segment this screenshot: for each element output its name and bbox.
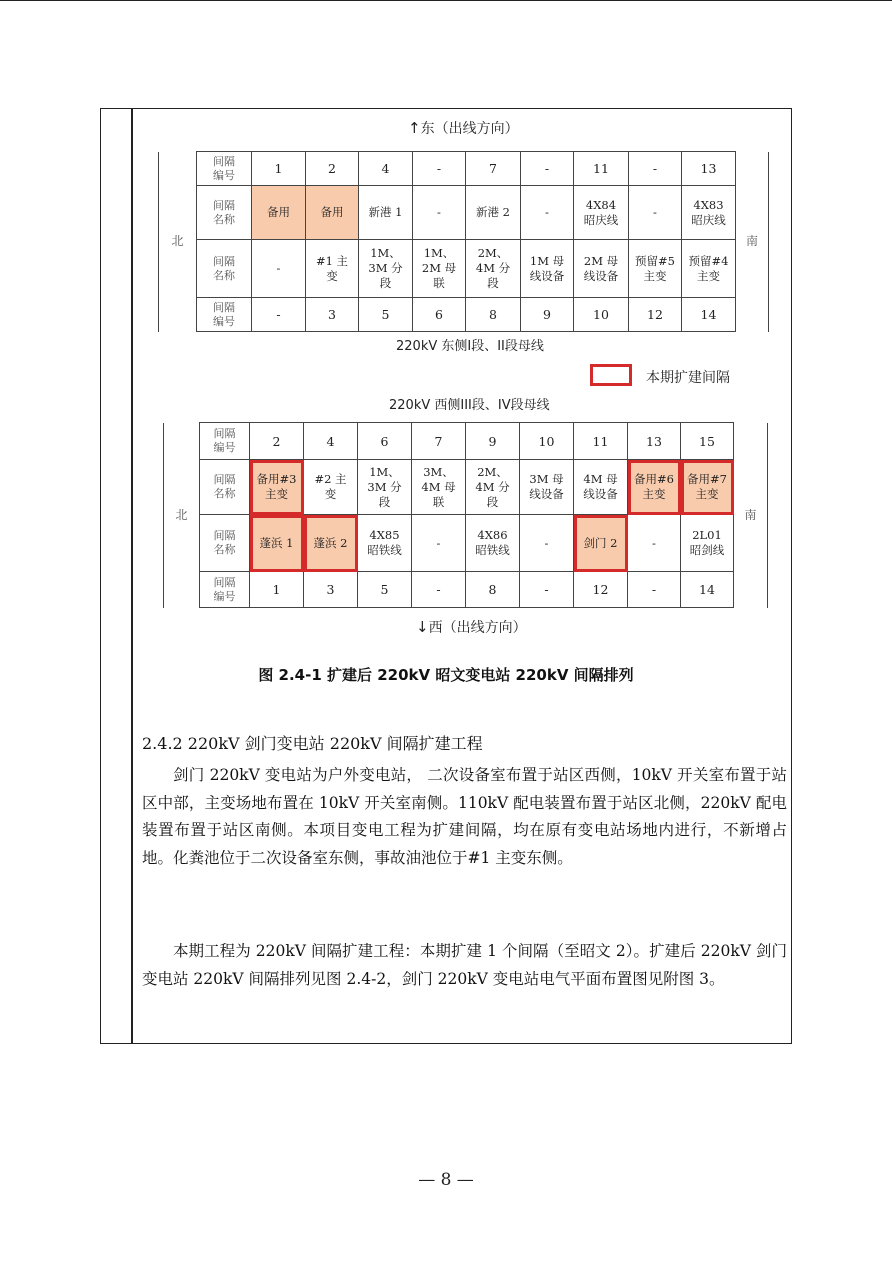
figure-caption: 图 2.4-1 扩建后 220kV 昭文变电站 220kV 间隔排列 (258, 666, 634, 684)
west-top-number-row (164, 423, 768, 460)
legend-swatch (590, 364, 632, 386)
bay-number-cell: 5 (359, 298, 413, 332)
bay-name-cell: 4X84 昭庆线 (574, 186, 629, 240)
bay-name-cell: 1M、 3M 分 段 (358, 460, 412, 515)
bay-number-cell: 15 (681, 423, 734, 460)
bay-number-cell: 7 (412, 423, 466, 460)
west-bus-title: 220kV 西侧III段、IV段母线 (389, 398, 550, 413)
section-heading: 2.4.2 220kV 剑门变电站 220kV 间隔扩建工程 (142, 734, 483, 753)
bay-number-cell: 12 (574, 572, 628, 608)
bay-name-cell: 备用 (252, 186, 306, 240)
bay-name-cell: 3M 母 线设备 (520, 460, 574, 515)
bay-number-cell: 4 (359, 152, 413, 186)
bay-name-cell: - (521, 186, 574, 240)
bay-name-cell: 预留#5 主变 (629, 240, 682, 298)
bay-number-cell: 9 (466, 423, 520, 460)
east-bus-title: 220kV 东侧I段、II段母线 (396, 339, 544, 354)
bay-number-cell: 14 (681, 572, 734, 608)
east-bottom-name-row (159, 240, 769, 298)
bay-number-cell: 4 (304, 423, 358, 460)
bay-number-cell: - (628, 572, 681, 608)
bay-number-cell: - (413, 152, 466, 186)
bay-number-cell: - (252, 298, 306, 332)
bay-number-cell: 5 (358, 572, 412, 608)
south-label: 南 (736, 152, 769, 332)
bay-number-cell: 11 (574, 423, 628, 460)
bay-name-cell: - (412, 515, 466, 572)
expansion-bay-cell: 蓬浜 1 (250, 515, 304, 572)
west-top-name-row (164, 460, 768, 515)
row-label-bay-name: 间隔 名称 (200, 460, 250, 515)
bay-number-cell: 8 (466, 572, 520, 608)
bay-name-cell: - (252, 240, 306, 298)
bay-name-cell: 4X85 昭铁线 (358, 515, 412, 572)
expansion-bay-cell: 蓬浜 2 (304, 515, 358, 572)
top-rule (0, 0, 892, 1)
bay-number-cell: - (629, 152, 682, 186)
bay-name-cell: 预留#4 主变 (682, 240, 736, 298)
bay-name-cell: 新港 2 (466, 186, 521, 240)
bay-name-cell: 2M、 4M 分 段 (466, 240, 521, 298)
bay-name-cell: #2 主 变 (304, 460, 358, 515)
bay-number-cell: 14 (682, 298, 736, 332)
south-label: 南 (734, 423, 768, 608)
bay-number-cell: 6 (413, 298, 466, 332)
row-label-bay-number: 间隔 编号 (197, 152, 252, 186)
bay-number-cell: 2 (250, 423, 304, 460)
bay-number-cell: 11 (574, 152, 629, 186)
bay-name-cell: 1M、 3M 分 段 (359, 240, 413, 298)
expansion-bay-cell: 剑门 2 (574, 515, 628, 572)
east-top-number-row (159, 152, 769, 186)
arrow-up-icon: ↑ (408, 119, 421, 137)
bay-number-cell: 7 (466, 152, 521, 186)
bay-name-cell: - (520, 515, 574, 572)
bay-number-cell: 3 (306, 298, 359, 332)
bay-number-cell: 3 (304, 572, 358, 608)
west-direction-label (416, 617, 527, 637)
bay-number-cell: 1 (250, 572, 304, 608)
north-label: 北 (159, 152, 197, 332)
bay-name-cell: #1 主 变 (306, 240, 359, 298)
bay-name-cell: 新港 1 (359, 186, 413, 240)
bay-name-cell: 1M、 2M 母 联 (413, 240, 466, 298)
bay-name-cell: - (628, 515, 681, 572)
east-top-name-row (159, 186, 769, 240)
west-direction-text: 西（出线方向） (428, 620, 527, 636)
bay-name-cell: 备用 (306, 186, 359, 240)
bay-number-cell: 8 (466, 298, 521, 332)
bay-number-cell: 6 (358, 423, 412, 460)
row-label-bay-number: 间隔 编号 (200, 572, 250, 608)
bay-number-cell: 1 (252, 152, 306, 186)
bay-number-cell: 10 (574, 298, 629, 332)
bay-name-cell: 4M 母 线设备 (574, 460, 628, 515)
bay-number-cell: 12 (629, 298, 682, 332)
east-bay-table (158, 151, 769, 332)
bay-name-cell: 3M、 4M 母 联 (412, 460, 466, 515)
bay-number-cell: 9 (521, 298, 574, 332)
bay-name-cell: 4X83 昭庆线 (682, 186, 736, 240)
bay-number-cell: - (521, 152, 574, 186)
frame-left-column-divider (131, 108, 133, 1044)
bay-name-cell: - (629, 186, 682, 240)
row-label-bay-number: 间隔 编号 (200, 423, 250, 460)
west-bottom-name-row (164, 515, 768, 572)
body-paragraph: 本期工程为 220kV 间隔扩建工程：本期扩建 1 个间隔（至昭文 2）。扩建后 220kV 剑门变电站 220kV 间隔排列见图 2.4-2，剑门 220kV 变电站电气平面布置图见附图 3。 (142, 942, 787, 988)
bay-name-cell: 4X86 昭铁线 (466, 515, 520, 572)
west-bottom-number-row (164, 572, 768, 608)
expansion-bay-cell: 备用#3 主变 (250, 460, 304, 515)
expansion-bay-cell: 备用#6 主变 (628, 460, 681, 515)
bay-name-cell: 2M 母 线设备 (574, 240, 629, 298)
north-label: 北 (164, 423, 200, 608)
bay-number-cell: 10 (520, 423, 574, 460)
arrow-down-icon: ↓ (416, 618, 429, 636)
row-label-bay-number: 间隔 编号 (197, 298, 252, 332)
expansion-bay-cell: 备用#7 主变 (681, 460, 734, 515)
bay-number-cell: - (412, 572, 466, 608)
bay-number-cell: 13 (682, 152, 736, 186)
row-label-bay-name: 间隔 名称 (197, 240, 252, 298)
east-direction-label (408, 118, 519, 138)
row-label-bay-name: 间隔 名称 (197, 186, 252, 240)
east-direction-text: 东（出线方向） (420, 121, 519, 137)
bay-name-cell: 2M、 4M 分 段 (466, 460, 520, 515)
bay-number-cell: 13 (628, 423, 681, 460)
bay-number-cell: - (520, 572, 574, 608)
body-paragraph: 剑门 220kV 变电站为户外变电站， 二次设备室布置于站区西侧，10kV 开关室布置于站区中部，主变场地布置在 10kV 开关室南侧。110kV 配电装置布置于站区北侧，220kV 配电装置布置于站区南侧。本项目变电工程为扩建间隔，均在原有变电站场地内进行，不新增占地。化粪池位于二次设备室东侧，事故油池位于#1 主变东侧。 (142, 766, 787, 867)
west-bay-table (163, 422, 768, 608)
legend-label: 本期扩建间隔 (646, 370, 730, 386)
bay-name-cell: 2L01 昭剑线 (681, 515, 734, 572)
bay-name-cell: 1M 母 线设备 (521, 240, 574, 298)
bay-name-cell: - (413, 186, 466, 240)
page-number: — 8 — (418, 1170, 474, 1190)
bay-number-cell: 2 (306, 152, 359, 186)
east-bottom-number-row (159, 298, 769, 332)
row-label-bay-name: 间隔 名称 (200, 515, 250, 572)
